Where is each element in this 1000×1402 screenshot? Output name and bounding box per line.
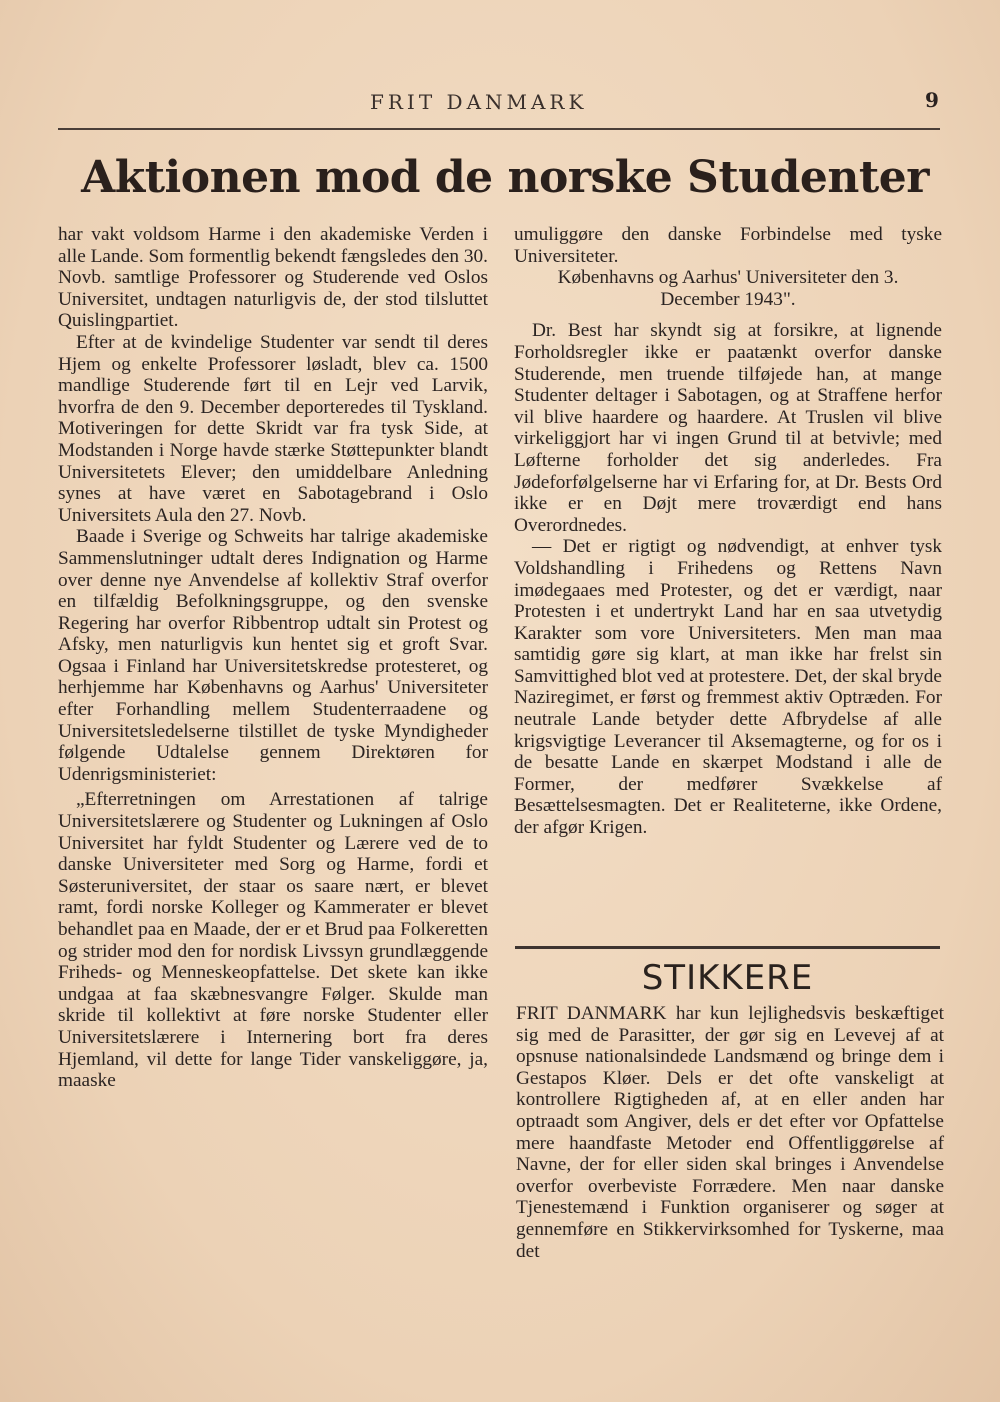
stikkere-column xyxy=(516,1003,944,1262)
signature: Københavns og Aarhus' Universiteter den 3. December 1943". xyxy=(557,267,899,310)
section-divider xyxy=(515,946,940,949)
paragraph: har vakt voldsom Harme i den akademiske Verden i alle Lande. Som formentlig bekendt fængsledes den 30. Novb. samtlige Professorer og Studerende ved Oslos Universitet, undtagen naturligvis de, der stod tilsluttet Quislingpartiet. xyxy=(58,224,488,332)
paragraph: Efter at de kvindelige Studenter var sendt til deres Hjem og enkelte Professorer løsladt, blev ca. 1500 mandlige Studerende ført til en Lejr ved Larvik, hvorfra de den 9. December deporteredes til Tyskland. Motiveringen for dette Skridt var fra tysk Side, at Modstanden i Norge havde stærke Støttepunkter blandt Universitetets Elever; den umiddelbare Anledning synes at have været en Sabotagebrand i Oslo Universitets Aula den 27. Novb. xyxy=(58,331,488,526)
paragraph: Baade i Sverige og Schweits har talrige akademiske Sammenslutninger udtalt deres Indignation og Harme over denne nye Anvendelse af kollektiv Straf overfor en tilfældig Befolkningsgruppe, og den svenske Regering har overfor Ribbentrop udtalt sin Protest og Afsky, men naturligvis kun hentet sig et groft Svar. Ogsaa i Finland har Universitetskredse protesteret, og herhjemme har Københavns og Aarhus' Universiteter efter Forhandling mellem Studenterraadene og Universitetsledelserne tilstillet de tyske Myndigheder følgende Udtalelse gennem Direktøren for Udenrigsministeriet: xyxy=(58,526,488,785)
right-column xyxy=(514,224,942,839)
page-number: 9 xyxy=(925,88,939,112)
section-title: STIKKERE xyxy=(641,958,814,998)
paragraph: „Efterretningen om Arrestationen af talrige Universitetslærere og Studenter og Lukningen af Oslo Universitet har fyldt Studenter og Lærere ved de to danske Universiteter med Sorg og Harme, fordi et Søsteruniversitet, der staar os saare nært, er blevet ramt, fordi norske Kolleger og Kammerater er blevet behandlet paa en Maade, der er et Brud paa Folkeretten og strider mod den for nordisk Livssyn grundlæggende Friheds- og Menneskeopfattelse. Det skete kan ikke undgaa at faa skæbnesvangre Følger. Skulde man skride til kollektivt at føre norske Studenter eller Universitetslærere i Internering bort fra deres Hjemland, vil dette for lange Tider vanskeliggøre, ja, maaske xyxy=(58,789,488,1092)
article-headline: Aktionen mod de norske Studenter xyxy=(81,152,929,203)
paragraph: — Det er rigtigt og nødvendigt, at enhver tysk Voldshandling i Frihedens og Rettens Navn imødegaaes med Protester, og det er værdigt, naar Protesten i et undertrykt Land har en saa utvetydig Karakter som vore Universiteters. Men man maa samtidig gøre sig klart, at man ikke har frelst sin Samvittighed blot ved at protestere. Det, der skal bryde Naziregimet, er først og fremmest aktiv Optræden. For neutrale Lande betyder dette Afbrydelse af alle krigsvigtige Leverancer til Aksemagterne, og for os i de besatte Lande en skærpet Modstand i alle de Former, der medfører Svækkelse af Besættelsesmagten. Det er Realiteterne, ikke Ordene, der afgør Krigen. xyxy=(514,536,942,839)
paragraph: Dr. Best har skyndt sig at forsikre, at lignende Forholdsregler ikke er paatænkt overfor danske Studerende, men truende tilføjede han, at mange Studenter deltager i Sabotagen, og at Straffene herfor vil blive haardere og haardere. At Truslen vil blive virkeliggjort har vi ingen Grund til at betvivle; med Løfterne forholder det sig anderledes. Fra Jødeforfølgelserne har vi Erfaring for, at Dr. Bests Ord ikke er en Døjt mere troværdigt end hans Overordnedes. xyxy=(514,320,942,536)
header-rule xyxy=(58,128,940,130)
paragraph: umuliggøre den danske Forbindelse med tyske Universiteter. xyxy=(514,224,942,267)
masthead: FRIT DANMARK xyxy=(370,90,588,114)
paragraph: FRIT DANMARK har kun lejlighedsvis beskæftiget sig med de Parasitter, der gør sig en Levevej af at opsnuse nationalsindede Landsmænd og bringe dem i Gestapos Kløer. Dels er det ofte vanskeligt at kontrollere Rigtigheden af, at en eller anden har optraadt som Angiver, dels er det efter vor Opfattelse mere haandfaste Metoder end Offentliggørelse af Navne, der for eller siden skal bringes i Anvendelse overfor overbeviste Forrædere. Men naar danske Tjenestemænd i Funktion organiserer og søger at gennemføre en Stikkervirksomhed for Tyskerne, maa det xyxy=(516,1003,944,1262)
page-header xyxy=(0,88,1000,118)
left-column xyxy=(58,224,488,1092)
